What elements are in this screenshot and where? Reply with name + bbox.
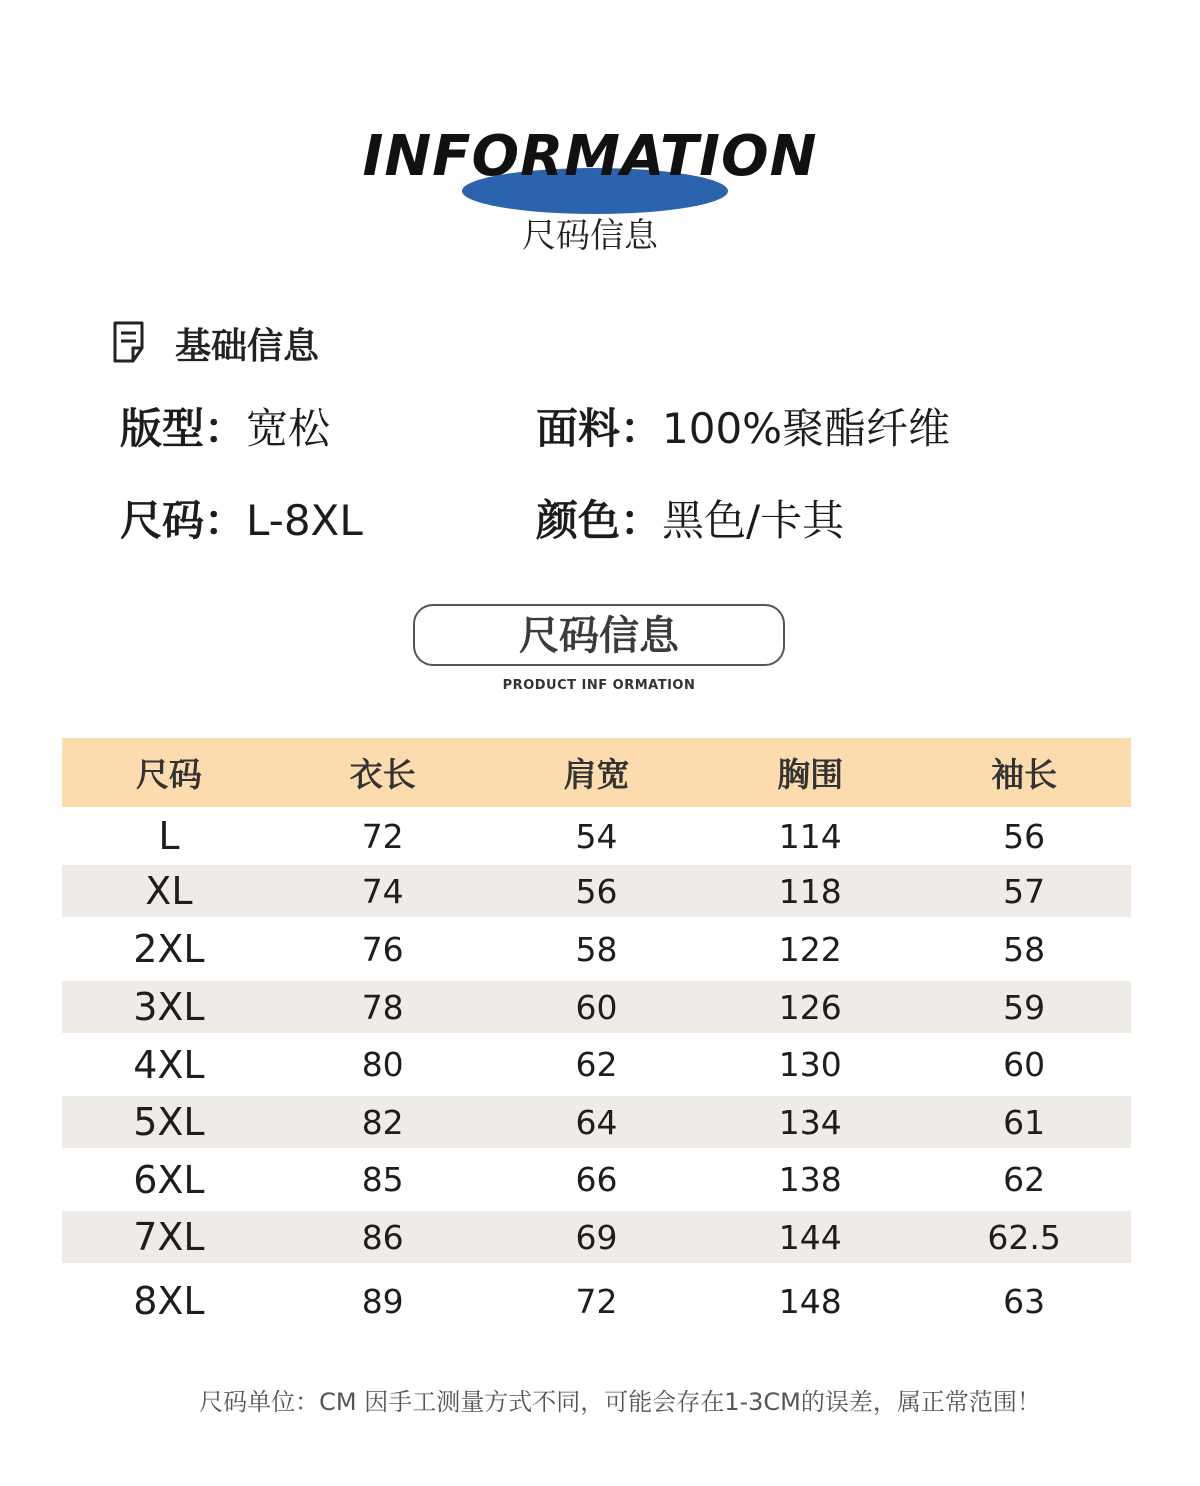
spec-fit-value: 宽松 — [246, 404, 331, 453]
table-cell: 62 — [575, 1045, 618, 1084]
table-cell: 118 — [778, 871, 842, 911]
table-cell: 122 — [778, 929, 842, 969]
table-header — [62, 738, 1131, 807]
table-cell: 86 — [361, 1217, 404, 1257]
table-cell: 134 — [778, 1102, 842, 1142]
table-cell: 54 — [575, 816, 618, 856]
page-subtitle: 尺码信息 — [522, 216, 658, 256]
table-cell: 60 — [575, 987, 618, 1027]
document-icon — [112, 320, 150, 364]
basic-info-heading: 基础信息 — [175, 326, 320, 367]
measurement-note: 尺码单位：CM 因手工测量方式不同，可能会存在1-3CM的误差，属正常范围！ — [199, 1388, 1041, 1416]
table-row — [62, 917, 1131, 981]
spec-fabric-value: 100%聚酯纤维 — [662, 404, 951, 453]
table-cell: 56 — [1003, 816, 1046, 856]
table-cell: XL — [145, 869, 193, 913]
table-cell: 59 — [1003, 987, 1046, 1027]
title-block — [0, 120, 1200, 210]
table-row — [62, 1148, 1131, 1211]
table-cell: L — [158, 814, 180, 858]
table-cell: 8XL — [133, 1279, 205, 1323]
table-cell: 130 — [778, 1045, 842, 1084]
size-info-pill: 尺码信息 — [413, 604, 785, 666]
spec-size — [120, 488, 363, 548]
table-cell: 62.5 — [987, 1217, 1061, 1257]
page-title: INFORMATION — [362, 124, 818, 189]
table-row — [62, 1096, 1131, 1148]
table-cell: 64 — [575, 1102, 618, 1142]
table-cell: 6XL — [133, 1157, 205, 1202]
table-cell: 148 — [778, 1281, 842, 1321]
table-cell: 60 — [1003, 1045, 1046, 1084]
spec-fit — [120, 396, 330, 456]
size-table — [62, 738, 1131, 1339]
spec-color — [536, 488, 844, 548]
spec-fabric — [536, 396, 950, 456]
column-header-size: 尺码 — [135, 755, 202, 794]
column-header-shoulder: 肩宽 — [563, 755, 630, 794]
spec-color-value: 黑色/卡其 — [662, 496, 845, 545]
table-cell: 82 — [361, 1102, 404, 1142]
table-cell: 56 — [575, 871, 618, 911]
table-cell: 74 — [361, 871, 404, 911]
column-header-length: 衣长 — [349, 755, 416, 794]
table-cell: 63 — [1003, 1281, 1046, 1321]
table-cell: 76 — [361, 929, 404, 969]
table-cell: 72 — [361, 816, 404, 856]
table-cell: 138 — [778, 1160, 842, 1199]
column-header-sleeve: 袖长 — [991, 755, 1058, 794]
table-cell: 4XL — [133, 1042, 205, 1087]
spec-fabric-label: 面料： — [536, 404, 663, 453]
table-row — [62, 1033, 1131, 1096]
table-cell: 66 — [575, 1160, 618, 1199]
table-cell: 58 — [1003, 929, 1046, 969]
table-cell: 3XL — [133, 985, 205, 1029]
spec-fit-label: 版型： — [120, 404, 247, 453]
table-cell: 85 — [361, 1160, 404, 1199]
table-cell: 58 — [575, 929, 618, 969]
table-cell: 7XL — [133, 1215, 205, 1259]
table-cell: 69 — [575, 1217, 618, 1257]
table-cell: 62 — [1003, 1160, 1046, 1199]
table-cell: 78 — [361, 987, 404, 1027]
table-cell: 80 — [361, 1045, 404, 1084]
table-cell: 126 — [778, 987, 842, 1027]
table-row — [62, 981, 1131, 1033]
table-cell: 61 — [1003, 1102, 1046, 1142]
table-cell: 72 — [575, 1281, 618, 1321]
table-row — [62, 1263, 1131, 1339]
column-header-chest: 胸围 — [777, 755, 844, 794]
spec-size-value: L-8XL — [246, 496, 363, 545]
table-cell: 2XL — [133, 927, 205, 971]
table-cell: 5XL — [133, 1100, 205, 1144]
table-cell: 144 — [778, 1217, 842, 1257]
table-row — [62, 865, 1131, 917]
table-row — [62, 1211, 1131, 1263]
spec-color-label: 颜色： — [536, 496, 663, 545]
table-cell: 114 — [778, 816, 842, 856]
table-row — [62, 807, 1131, 865]
spec-size-label: 尺码： — [120, 496, 247, 545]
size-info-subheading: PRODUCT INF ORMATION — [502, 678, 696, 693]
table-cell: 89 — [361, 1281, 404, 1321]
table-cell: 57 — [1003, 871, 1046, 911]
